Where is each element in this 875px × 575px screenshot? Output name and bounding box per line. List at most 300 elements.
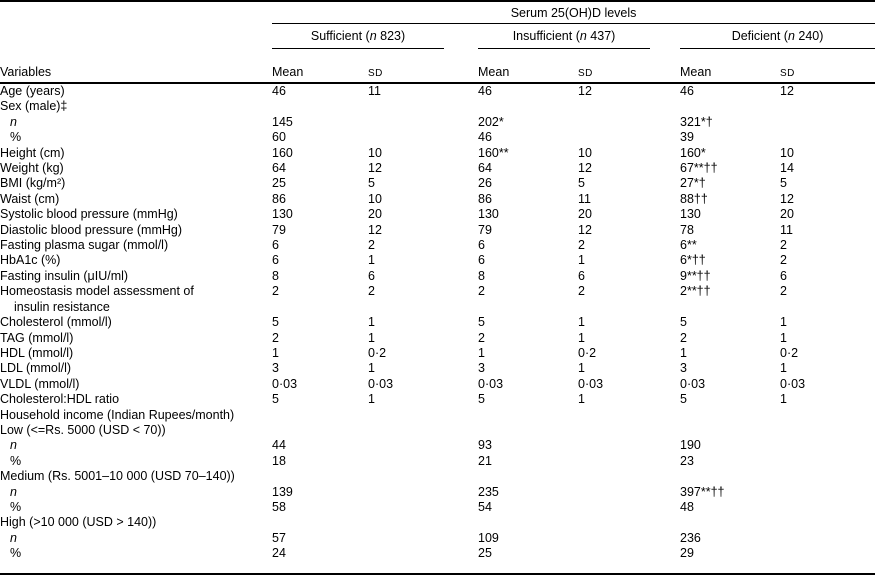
gap-cell [444, 485, 478, 500]
sd-value: 1 [368, 330, 375, 345]
group-count-text: 240) [794, 29, 824, 43]
sd-value: 6 [780, 268, 787, 283]
sd-value: 1 [368, 315, 375, 330]
mean-value: 46 [680, 84, 694, 98]
mean-value: 5 [680, 315, 687, 330]
row-label-cell [0, 207, 272, 222]
mean-value: 27*† [680, 176, 706, 191]
count-value: 25 [478, 546, 492, 561]
group-gap-cell [444, 24, 478, 49]
sd-value: 12 [368, 222, 382, 237]
sd-value: 20 [578, 207, 592, 222]
group-header-row [0, 24, 875, 49]
sd-value: 12 [780, 191, 794, 206]
gap-cell [444, 284, 478, 315]
sd-value: 0·2 [578, 345, 597, 360]
gap-cell [444, 115, 478, 130]
sd-value: 1 [578, 253, 585, 268]
gap-cell [650, 315, 680, 330]
gap-cell [444, 500, 478, 515]
mean-value: 130 [478, 207, 499, 222]
gap-cell [444, 49, 478, 84]
mean-value: 130 [680, 207, 701, 222]
row-label-cell [0, 423, 272, 438]
sd-value: 0·2 [780, 345, 799, 360]
mean-value: 1 [478, 345, 485, 360]
row-label: LDL (mmol/l) [0, 361, 72, 376]
table-row [0, 223, 875, 238]
table-row [0, 392, 875, 407]
empty-data-cell [272, 515, 875, 530]
gap-cell [650, 269, 680, 284]
count-value: 109 [478, 530, 499, 545]
row-label-cell [0, 130, 272, 145]
gap-cell [650, 83, 680, 99]
gap-cell [444, 269, 478, 284]
row-label-cell [0, 485, 272, 500]
gap-cell [444, 361, 478, 376]
row-label-cell [0, 346, 272, 361]
row-label-cell [0, 531, 272, 546]
table-row [0, 485, 875, 500]
count-value: 202* [478, 114, 504, 129]
mean-value: 88†† [680, 191, 708, 206]
count-value: 24 [272, 546, 286, 561]
sd-value: 10 [368, 145, 382, 160]
row-label-cell [0, 99, 272, 114]
mean-column-header: Mean [478, 49, 578, 84]
row-label: Cholesterol:HDL ratio [0, 392, 120, 407]
row-label-cell [0, 115, 272, 130]
group-n-symbol: n [369, 29, 377, 43]
gap-cell [444, 238, 478, 253]
sd-value: 14 [780, 161, 794, 176]
sd-value: 11 [578, 191, 591, 206]
sd-value: 2 [368, 238, 375, 253]
gap-cell [650, 331, 680, 346]
variables-column-header: Variables [0, 49, 272, 84]
sd-value: 2 [780, 238, 787, 253]
count-value: 58 [272, 499, 286, 514]
gap-cell [444, 207, 478, 222]
sd-column-header: SD [368, 49, 444, 84]
table-row [0, 346, 875, 361]
group-label-text: Sufficient ( [310, 29, 370, 43]
table-row [0, 515, 875, 530]
row-label: High (>10 000 (USD > 140)) [0, 515, 157, 530]
gap-cell [650, 161, 680, 176]
row-label: Homeostasis model assessment of [0, 284, 194, 299]
sd-value: 6 [368, 268, 375, 283]
sd-value: 11 [780, 222, 793, 237]
gap-cell [650, 223, 680, 238]
count-value: 145 [272, 114, 293, 129]
gap-cell [650, 531, 680, 546]
table-row [0, 408, 875, 423]
sd-column-header: SD [578, 49, 650, 84]
gap-cell [444, 223, 478, 238]
gap-cell [444, 161, 478, 176]
sd-value: 1 [780, 330, 787, 345]
empty-data-cell [272, 469, 875, 484]
gap-cell [444, 315, 478, 330]
row-label-cell [0, 146, 272, 161]
mean-value: 64 [272, 161, 286, 176]
empty-data-cell [272, 99, 875, 114]
count-value: 235 [478, 484, 499, 499]
gap-cell [444, 130, 478, 145]
count-value: 48 [680, 499, 694, 514]
sd-value: 0·03 [368, 376, 394, 391]
table-row [0, 315, 875, 330]
sd-value: 2 [368, 284, 375, 299]
row-label-cell [0, 454, 272, 469]
sd-value: 0·03 [578, 376, 604, 391]
mean-column-header: Mean [680, 49, 780, 84]
empty-data-cell [272, 408, 875, 423]
row-label: HDL (mmol/l) [0, 345, 74, 360]
gap-cell [650, 377, 680, 392]
row-label-cell [0, 83, 272, 99]
count-value: 397**†† [680, 484, 725, 499]
gap-cell [650, 346, 680, 361]
count-value: 60 [272, 130, 286, 145]
gap-cell [650, 146, 680, 161]
row-label: Waist (cm) [0, 191, 60, 206]
row-label: n [10, 530, 17, 545]
row-label: n [10, 484, 17, 499]
group-label-text: Insufficient ( [512, 29, 580, 43]
spacer-cell [0, 562, 875, 575]
sd-value: 20 [368, 207, 382, 222]
mean-value: 8 [272, 268, 279, 283]
row-label-cell [0, 238, 272, 253]
sd-column-header: SD [780, 49, 875, 84]
table-row [0, 238, 875, 253]
row-label: Diastolic blood pressure (mmHg) [0, 222, 183, 237]
sd-value: 2 [578, 284, 585, 299]
row-label: Systolic blood pressure (mmHg) [0, 207, 178, 222]
gap-cell [650, 485, 680, 500]
gap-cell [650, 361, 680, 376]
count-value: 46 [478, 130, 492, 145]
gap-cell [444, 253, 478, 268]
mean-value: 2 [478, 330, 485, 345]
gap-cell [444, 346, 478, 361]
table-row [0, 253, 875, 268]
table-row [0, 130, 875, 145]
group-header-insufficient [478, 24, 650, 49]
mean-value: 6 [272, 238, 279, 253]
mean-value: 5 [272, 315, 279, 330]
count-value: 321*† [680, 114, 713, 129]
table-row [0, 546, 875, 561]
table-row [0, 469, 875, 484]
row-label: Age (years) [0, 84, 65, 98]
count-value: 236 [680, 530, 701, 545]
sd-value: 12 [578, 222, 592, 237]
mean-value: 3 [478, 361, 485, 376]
sd-value: 10 [578, 145, 592, 160]
row-label-cell [0, 284, 272, 315]
mean-value: 3 [680, 361, 687, 376]
sd-value: 1 [780, 392, 787, 407]
table-row [0, 531, 875, 546]
row-label: Medium (Rs. 5001–10 000 (USD 70–140)) [0, 469, 235, 484]
gap-cell [650, 253, 680, 268]
row-label-cell [0, 500, 272, 515]
row-label-cell [0, 515, 272, 530]
table-row [0, 83, 875, 99]
mean-value: 26 [478, 176, 492, 191]
row-label-cell [0, 408, 272, 423]
sd-value: 2 [780, 253, 787, 268]
mean-value: 2 [478, 284, 485, 299]
count-value: 44 [272, 438, 286, 453]
mean-value: 8 [478, 268, 485, 283]
mean-value: 6 [272, 253, 279, 268]
table-row [0, 500, 875, 515]
mean-value: 1 [272, 345, 279, 360]
table-row [0, 438, 875, 453]
table-row [0, 361, 875, 376]
spanner-title: Serum 25(OH)D levels [272, 1, 875, 24]
mean-value: 86 [272, 191, 286, 206]
mean-value: 78 [680, 222, 694, 237]
gap-cell [444, 546, 478, 561]
mean-value: 25 [272, 176, 286, 191]
table-row [0, 161, 875, 176]
gap-cell [444, 531, 478, 546]
row-label-cell [0, 192, 272, 207]
count-value: 39 [680, 130, 694, 145]
gap-cell [650, 438, 680, 453]
mean-value: 3 [272, 361, 279, 376]
count-value: 93 [478, 438, 492, 453]
gap-cell [650, 454, 680, 469]
mean-value: 5 [478, 315, 485, 330]
mean-value: 67**†† [680, 161, 718, 176]
bottom-spacer-row [0, 562, 875, 575]
gap-cell [650, 207, 680, 222]
gap-cell [444, 83, 478, 99]
gap-cell [650, 392, 680, 407]
empty-data-cell [272, 423, 875, 438]
gap-cell [650, 49, 680, 84]
sd-value: 12 [578, 161, 592, 176]
mean-value: 2 [680, 330, 687, 345]
gap-cell [444, 146, 478, 161]
mean-value: 5 [680, 392, 687, 407]
column-header-row [0, 49, 875, 84]
group-row-empty-cell [0, 24, 272, 49]
group-n-symbol: n [787, 29, 795, 43]
row-label: HbA1c (%) [0, 253, 61, 268]
sd-value: 12 [368, 161, 382, 176]
sd-value: 1 [578, 315, 585, 330]
row-label: Low (<=Rs. 5000 (USD < 70)) [0, 422, 166, 437]
group-header-deficient [680, 24, 875, 49]
row-label-cell [0, 392, 272, 407]
gap-cell [444, 176, 478, 191]
sd-value: 1 [368, 361, 375, 376]
gap-cell [444, 377, 478, 392]
mean-value: 86 [478, 191, 492, 206]
table-row [0, 207, 875, 222]
mean-value: 2**†† [680, 284, 711, 299]
sd-value: 1 [368, 392, 375, 407]
table-spanner-row [0, 1, 875, 24]
row-label: n [10, 114, 17, 129]
mean-value: 130 [272, 207, 293, 222]
sd-value: 5 [368, 176, 375, 191]
gap-cell [650, 284, 680, 315]
sd-value: 1 [780, 315, 787, 330]
gap-cell [650, 546, 680, 561]
sd-value: 5 [780, 176, 787, 191]
row-label: Sex (male)‡ [0, 99, 68, 114]
row-label: BMI (kg/m²) [0, 176, 66, 191]
sd-value: 10 [368, 191, 382, 206]
row-label: Weight (kg) [0, 161, 64, 176]
table-row [0, 269, 875, 284]
group-header-sufficient [272, 24, 444, 49]
row-label: TAG (mmol/l) [0, 330, 74, 345]
sd-value: 12 [780, 84, 794, 98]
gap-cell [444, 438, 478, 453]
sd-value: 6 [578, 268, 585, 283]
count-value: 23 [680, 453, 694, 468]
row-label-cell [0, 253, 272, 268]
row-label-cell [0, 361, 272, 376]
gap-cell [444, 392, 478, 407]
mean-value: 64 [478, 161, 492, 176]
sd-value: 20 [780, 207, 794, 222]
table-row [0, 115, 875, 130]
spanner-left-empty-cell [0, 1, 272, 24]
group-label-text: Deficient ( [731, 29, 788, 43]
table-row [0, 284, 875, 315]
row-label-cell [0, 176, 272, 191]
gap-cell [650, 176, 680, 191]
row-label: Fasting insulin (μIU/ml) [0, 268, 129, 283]
count-value: 29 [680, 546, 694, 561]
mean-value: 0·03 [680, 376, 706, 391]
table-row [0, 331, 875, 346]
sd-value: 1 [578, 361, 585, 376]
sd-value: 5 [578, 176, 585, 191]
count-value: 21 [478, 453, 492, 468]
row-label-continued: insulin resistance [14, 299, 110, 314]
table-row [0, 146, 875, 161]
sd-value: 10 [780, 145, 794, 160]
gap-cell [444, 454, 478, 469]
mean-value: 160 [272, 145, 293, 160]
mean-value: 79 [272, 222, 286, 237]
row-label: Household income (Indian Rupees/month) [0, 407, 235, 422]
row-label-cell [0, 161, 272, 176]
sd-value: 12 [578, 84, 592, 98]
sd-value: 1 [578, 330, 585, 345]
group-count-text: 823) [376, 29, 406, 43]
group-n-symbol: n [579, 29, 587, 43]
gap-cell [650, 192, 680, 207]
mean-value: 160** [478, 145, 509, 160]
sd-value: 2 [780, 284, 787, 299]
count-value: 57 [272, 530, 286, 545]
table-row [0, 454, 875, 469]
row-label: n [10, 438, 17, 453]
row-label-cell [0, 223, 272, 238]
count-value: 54 [478, 499, 492, 514]
mean-value: 0·03 [478, 376, 504, 391]
mean-value: 6 [478, 238, 485, 253]
mean-value: 5 [478, 392, 485, 407]
sd-value: 1 [780, 361, 787, 376]
row-label-cell [0, 377, 272, 392]
row-label: Fasting plasma sugar (mmol/l) [0, 238, 169, 253]
mean-value: 160* [680, 145, 706, 160]
row-label-cell [0, 315, 272, 330]
count-value: 18 [272, 453, 286, 468]
table-row [0, 423, 875, 438]
row-label: % [10, 499, 22, 514]
row-label: % [10, 453, 22, 468]
mean-value: 6*†† [680, 253, 706, 268]
sd-value: 0·03 [780, 376, 806, 391]
row-label: VLDL (mmol/l) [0, 376, 80, 391]
mean-column-header: Mean [272, 49, 368, 84]
mean-value: 6** [680, 238, 697, 253]
row-label-cell [0, 546, 272, 561]
table-row [0, 192, 875, 207]
count-value: 139 [272, 484, 293, 499]
mean-value: 0·03 [272, 376, 298, 391]
mean-value: 9**†† [680, 268, 711, 283]
sd-value: 0·2 [368, 345, 387, 360]
row-label: % [10, 546, 22, 561]
row-label: Cholesterol (mmol/l) [0, 315, 112, 330]
gap-cell [650, 500, 680, 515]
sd-value: 2 [578, 238, 585, 253]
group-count-text: 437) [586, 29, 616, 43]
gap-cell [444, 192, 478, 207]
gap-cell [650, 115, 680, 130]
row-label-cell [0, 269, 272, 284]
mean-value: 2 [272, 330, 279, 345]
gap-cell [444, 331, 478, 346]
mean-value: 1 [680, 345, 687, 360]
group-gap-cell [650, 24, 680, 49]
row-label-cell [0, 438, 272, 453]
gap-cell [650, 130, 680, 145]
sd-value: 11 [368, 84, 381, 98]
sd-value: 1 [368, 253, 375, 268]
gap-cell [650, 238, 680, 253]
mean-value: 46 [272, 84, 286, 98]
row-label-cell [0, 331, 272, 346]
table-body [0, 83, 875, 574]
mean-value: 6 [478, 253, 485, 268]
mean-value: 46 [478, 84, 492, 98]
row-label: Height (cm) [0, 145, 65, 160]
table-row [0, 99, 875, 114]
row-label: % [10, 130, 22, 145]
row-label-cell [0, 469, 272, 484]
table-row [0, 377, 875, 392]
count-value: 190 [680, 438, 701, 453]
mean-value: 5 [272, 392, 279, 407]
